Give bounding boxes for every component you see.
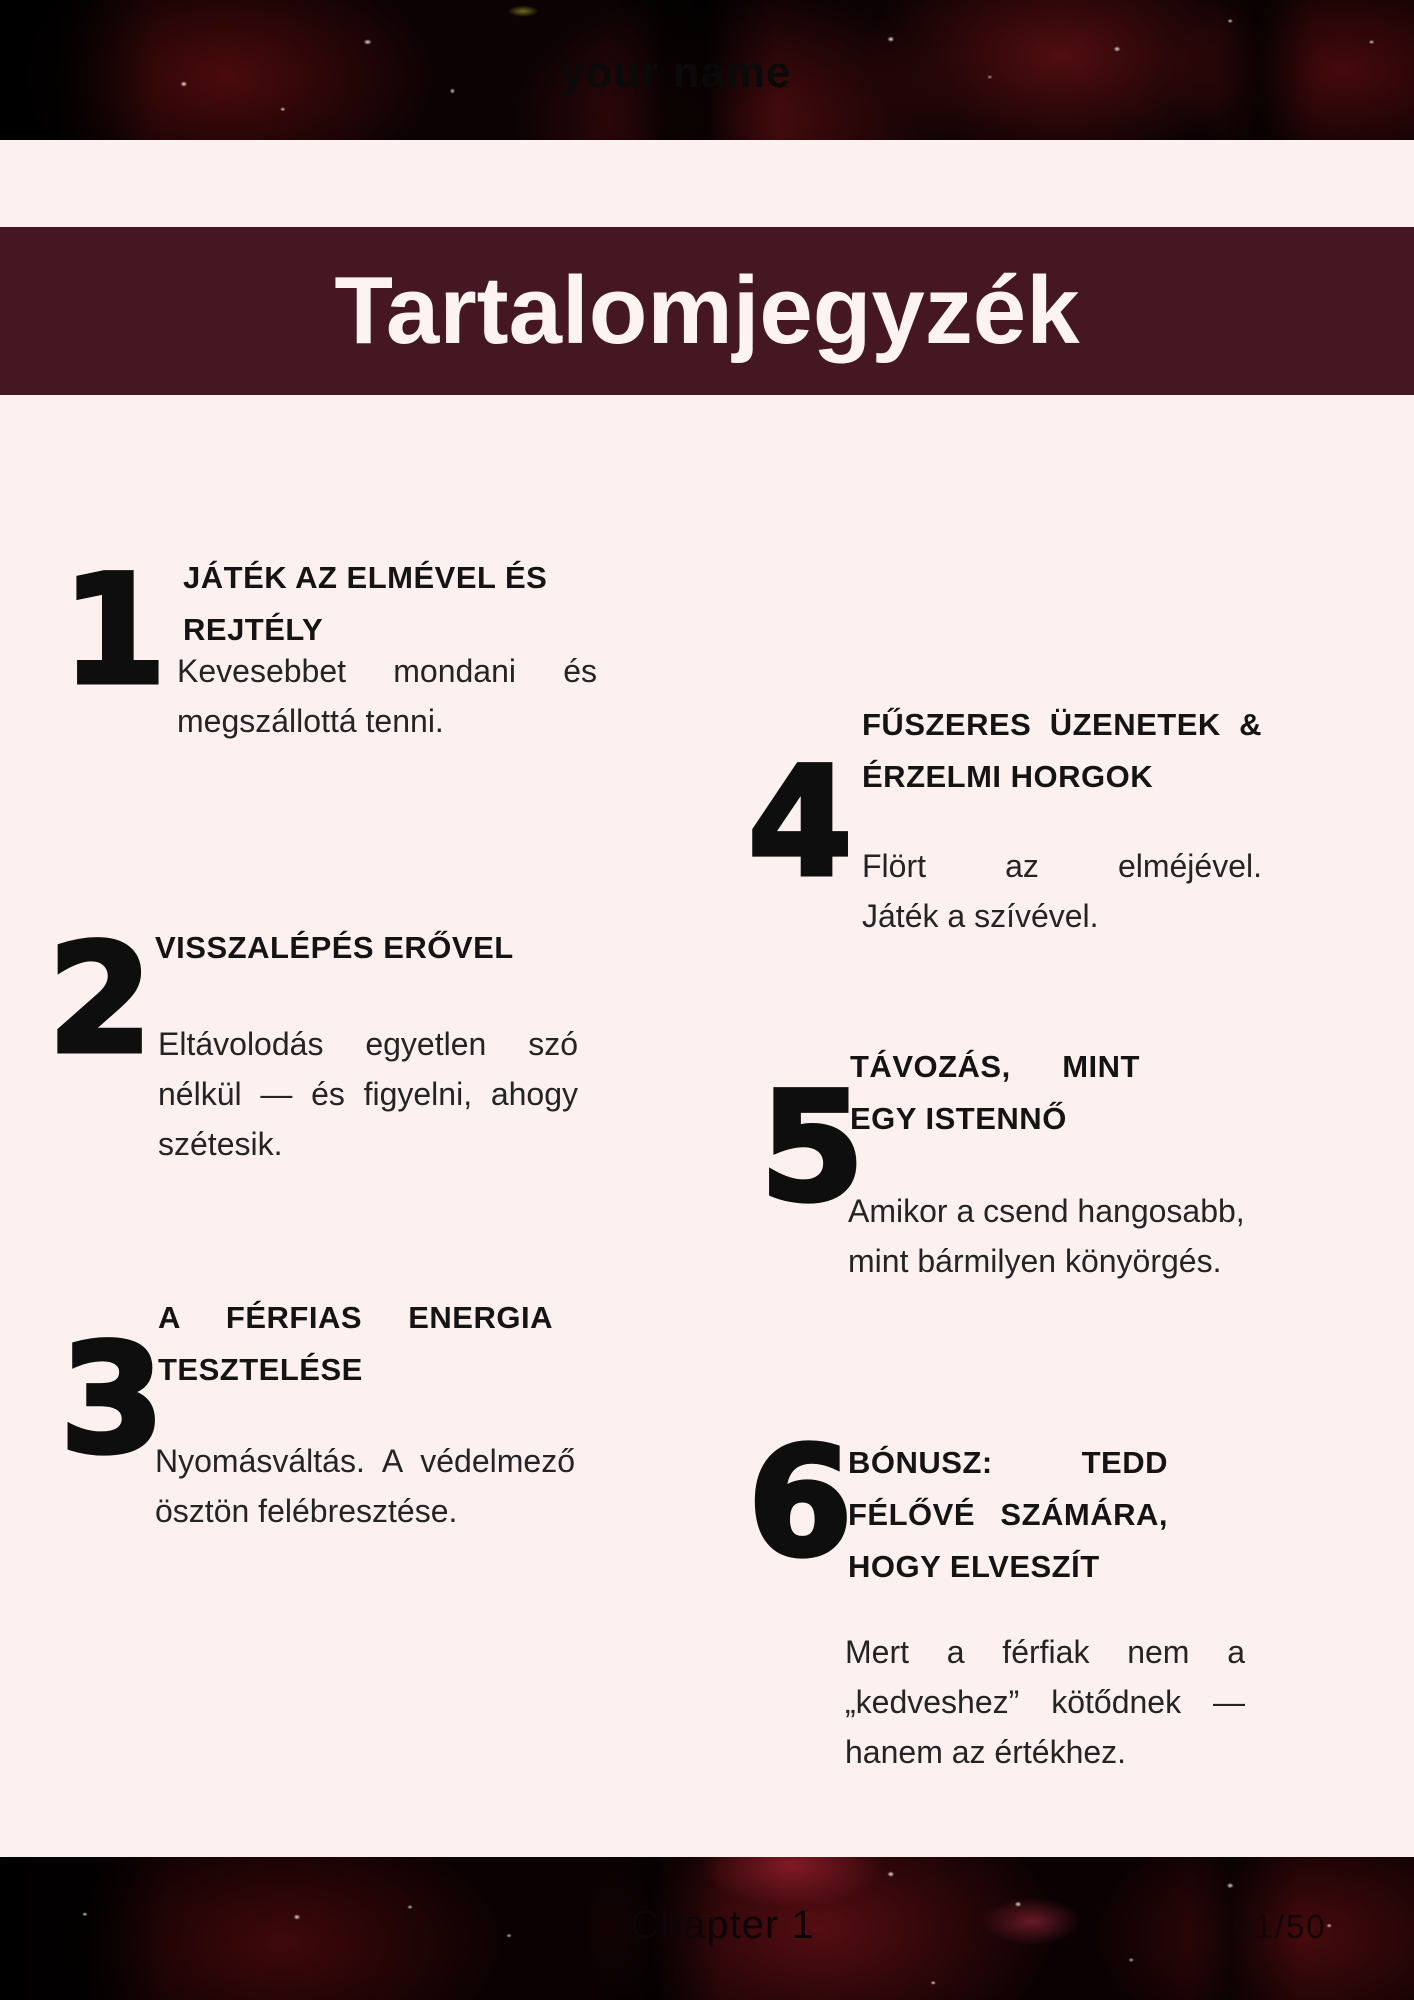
- page-title: Tartalomjegyzék: [334, 257, 1080, 364]
- body-line: ösztön felébresztése.: [155, 1493, 458, 1529]
- body-line: mint bármilyen könyörgés.: [848, 1243, 1222, 1279]
- body-line: megszállottá tenni.: [177, 703, 444, 739]
- heading-line: HOGY ELVESZÍT: [848, 1549, 1100, 1584]
- footer-page-indicator: 01/50: [1234, 1908, 1327, 1945]
- body-line: szétesik.: [158, 1126, 283, 1162]
- body-line: Mert a férfiak nem a: [845, 1634, 1245, 1670]
- toc-item-4-heading: [862, 699, 1262, 803]
- heading-line: FŰSZERES ÜZENETEK &: [862, 707, 1262, 742]
- toc-item-2-description: [158, 1019, 578, 1169]
- toc-item-1-number: 1: [62, 544, 167, 718]
- toc-item-1-heading: [183, 552, 663, 656]
- footer-chapter-label: Chapter 1: [630, 1903, 815, 1947]
- body-line: Kevesebbet mondani és: [177, 653, 597, 689]
- heading-line: BÓNUSZ: TEDD: [848, 1445, 1168, 1480]
- body-line: Amikor a csend hangosabb,: [848, 1193, 1245, 1229]
- body-line: Nyomásváltás. A védelmező: [155, 1443, 575, 1479]
- top-photo-band: [0, 0, 1414, 140]
- heading-line: A FÉRFIAS ENERGIA: [158, 1300, 553, 1335]
- title-banner: [0, 227, 1414, 395]
- toc-item-6-heading: [848, 1437, 1168, 1593]
- body-line: Eltávolodás egyetlen szó: [158, 1026, 578, 1062]
- toc-item-3-description: [155, 1436, 575, 1536]
- toc-item-5-number: 5: [760, 1061, 865, 1235]
- author-watermark: your name: [560, 48, 792, 97]
- toc-item-3-number: 3: [60, 1313, 165, 1487]
- toc-item-6-description: [845, 1627, 1245, 1777]
- toc-item-5-description: [848, 1186, 1258, 1286]
- heading-line: FÉLŐVÉ SZÁMÁRA,: [848, 1497, 1168, 1532]
- toc-item-2-heading: [155, 922, 635, 974]
- body-line: hanem az értékhez.: [845, 1734, 1127, 1770]
- toc-item-4-description: [862, 841, 1262, 941]
- heading-line: EGY ISTENNŐ: [850, 1101, 1067, 1136]
- body-line: Flört az elméjével.: [862, 848, 1262, 884]
- toc-item-4-number: 4: [748, 736, 853, 910]
- toc-item-5-heading: [850, 1041, 1140, 1145]
- body-line: Játék a szívével.: [862, 898, 1099, 934]
- heading-line: VISSZALÉPÉS ERŐVEL: [155, 930, 514, 965]
- toc-item-6-number: 6: [748, 1416, 853, 1590]
- body-line: „kedveshez” kötődnek —: [845, 1684, 1245, 1720]
- heading-line: TÁVOZÁS, MINT: [850, 1049, 1140, 1084]
- heading-line: JÁTÉK AZ ELMÉVEL ÉS REJTÉLY: [183, 560, 548, 647]
- toc-item-2-number: 2: [48, 913, 153, 1087]
- body-line: nélkül — és figyelni, ahogy: [158, 1076, 578, 1112]
- heading-line: ÉRZELMI HORGOK: [862, 759, 1154, 794]
- toc-item-3-heading: [158, 1292, 553, 1396]
- toc-item-1-description: [177, 646, 597, 746]
- heading-line: TESZTELÉSE: [158, 1352, 363, 1387]
